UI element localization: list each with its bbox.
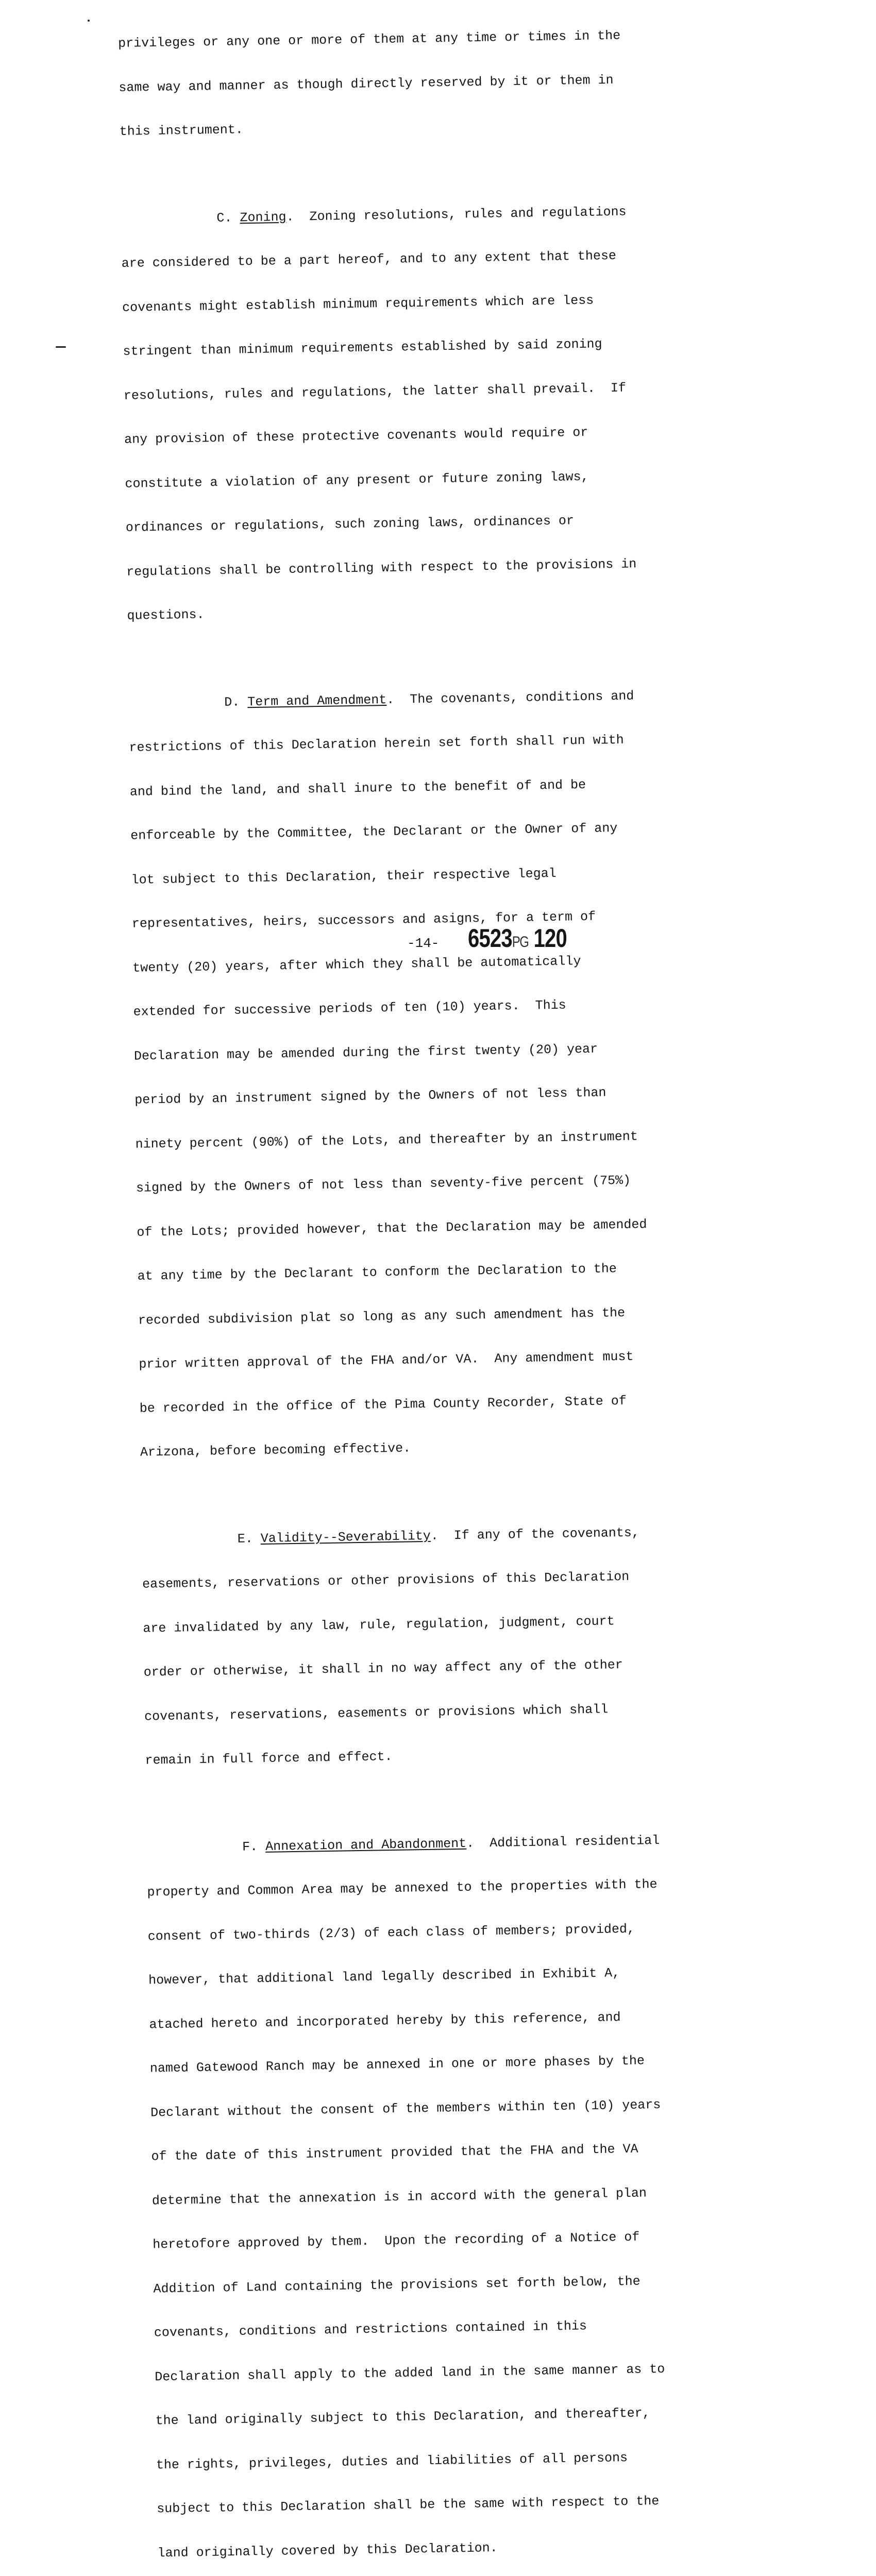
text-line: signed by the Owners of not less than seventy-five percent (75%) xyxy=(136,1173,631,1196)
text-line: constitute a violation of any present or future zoning laws, xyxy=(125,469,589,492)
text-line: however, that additional land legally described in Exhibit A, xyxy=(148,1965,620,1988)
text-line: prior written approval of the FHA and/or VA. Any amendment must xyxy=(139,1349,634,1372)
section-letter: F. xyxy=(242,1839,266,1855)
text-line: consent of two-thirds (2/3) of each class of members; provided, xyxy=(147,1921,635,1944)
text-line: privileges or any one or more of them at any time or times in the xyxy=(117,28,621,51)
section-heading: Term and Amendment xyxy=(247,692,387,709)
text-line: recorded subdivision plat so long as any such amendment has the xyxy=(138,1305,626,1328)
section-heading: Validity--Severability xyxy=(260,1528,431,1546)
text-line: determine that the annexation is in accord with the general plan xyxy=(151,2185,647,2208)
text-line: order or otherwise, it shall in no way affect any of the other xyxy=(143,1657,624,1680)
stamp-docket: 6523 xyxy=(468,924,512,953)
document-body xyxy=(117,0,745,2576)
text-line: covenants might establish minimum requirements which are less xyxy=(122,293,594,315)
text-line: are considered to be a part hereof, and to any extent that these xyxy=(121,248,617,271)
text-line: the land originally subject to this Declaration, and thereafter, xyxy=(155,2405,650,2429)
text-line: . If any of the covenants, xyxy=(430,1524,640,1544)
section-first-line xyxy=(121,204,703,227)
text-line: are invalidated by any law, rule, regulation, judgment, court xyxy=(143,1613,615,1636)
scan-speck xyxy=(56,346,66,348)
text-line: . The covenants, conditions and xyxy=(386,688,634,707)
section-first-line xyxy=(128,688,711,711)
text-line: heretofore approved by them. Upon the recording of a Notice of xyxy=(152,2229,640,2252)
text-line: extended for successive periods of ten (10) years. This xyxy=(133,997,566,1020)
section-c-zoning xyxy=(120,174,710,653)
text-line: twenty (20) years, after which they shall be automatically xyxy=(132,953,581,976)
text-line: restrictions of this Declaration herein set forth shall run with xyxy=(129,732,624,755)
text-line: ninety percent (90%) of the Lots, and thereafter by an instrument xyxy=(135,1128,638,1152)
text-line: the rights, privileges, duties and liabilities of all persons xyxy=(156,2450,628,2472)
text-line: Addition of Land containing the provisions set forth below, the xyxy=(153,2274,641,2296)
text-line: land originally covered by this Declaration. xyxy=(157,2540,498,2561)
text-line: atached hereto and incorporated hereby by this reference, and xyxy=(149,2009,621,2032)
text-line: of the Lots; provided however, that the Declaration may be amended xyxy=(137,1216,647,1240)
text-line: lot subject to this Declaration, their respective legal xyxy=(131,866,557,888)
text-line: covenants, reservations, easements or provisions which shall xyxy=(144,1701,609,1724)
text-line: . Additional residential xyxy=(466,1833,660,1851)
section-heading: Zoning xyxy=(240,209,287,225)
text-line: Declarant without the consent of the members within ten (10) years xyxy=(150,2097,661,2120)
text-line: representatives, heirs, successors and asigns, for a term of xyxy=(131,909,596,931)
section-f-annexation-and-abandonment xyxy=(146,1803,740,2576)
text-line: covenants, conditions and restrictions contained in this xyxy=(154,2318,587,2341)
text-line: regulations shall be controlling with respect to the provisions in xyxy=(126,556,637,580)
text-line: remain in full force and effect. xyxy=(145,1749,393,1768)
scan-speck xyxy=(88,20,90,22)
text-line: Declaration shall apply to the added land in the same manner as to xyxy=(155,2361,665,2384)
text-line: subject to this Declaration shall be the same with respect to the xyxy=(157,2494,660,2517)
text-line: period by an instrument signed by the Owners of not less than xyxy=(134,1085,607,1108)
section-first-line xyxy=(142,1524,724,1548)
text-line: enforceable by the Committee, the Declarant or the Owner of any xyxy=(130,820,618,843)
text-line: at any time by the Declarant to conform the Declaration to the xyxy=(137,1261,617,1284)
text-line: Declaration may be amended during the first twenty (20) year xyxy=(133,1041,598,1064)
section-e-validity-severability xyxy=(141,1495,728,1798)
text-line: questions. xyxy=(127,607,205,623)
text-line: be recorded in the office of the Pima County Recorder, State of xyxy=(139,1393,627,1416)
text-line: resolutions, rules and regulations, the latter shall prevail. If xyxy=(123,380,627,403)
text-line: property and Common Area may be annexed to the properties with the xyxy=(147,1876,658,1900)
section-letter: C. xyxy=(216,210,240,226)
text-line: stringent than minimum requirements established by said zoning xyxy=(123,336,602,359)
page-number: -14- xyxy=(407,936,440,951)
stamp-page: 120 xyxy=(533,924,567,953)
text-line: any provision of these protective covenants would require or xyxy=(124,425,588,447)
section-letter: D. xyxy=(224,694,248,710)
stamp-page-label: PG xyxy=(512,934,529,951)
intro-paragraph xyxy=(117,0,702,168)
section-d-term-and-amendment xyxy=(128,658,723,1490)
section-letter: E. xyxy=(237,1531,261,1547)
text-line: Arizona, before becoming effective. xyxy=(140,1440,411,1460)
section-first-line xyxy=(146,1832,729,1856)
text-line: of the date of this instrument provided that the FHA and the VA xyxy=(151,2141,638,2164)
text-line: . Zoning resolutions, rules and regulations xyxy=(286,204,627,225)
recording-stamp xyxy=(468,923,567,953)
text-line: easements, reservations or other provisions of this Declaration xyxy=(142,1569,630,1592)
text-line: this instrument. xyxy=(119,122,244,139)
section-heading: Annexation and Abandonment xyxy=(265,1836,467,1854)
text-line: and bind the land, and shall inure to the benefit of and be xyxy=(129,777,586,800)
page-footer xyxy=(407,923,592,953)
text-line: named Gatewood Ranch may be annexed in one or more phases by the xyxy=(149,2053,645,2076)
text-line: same way and manner as though directly reserved by it or them in xyxy=(119,72,614,95)
text-line: ordinances or regulations, such zoning laws, ordinances or xyxy=(125,513,575,535)
